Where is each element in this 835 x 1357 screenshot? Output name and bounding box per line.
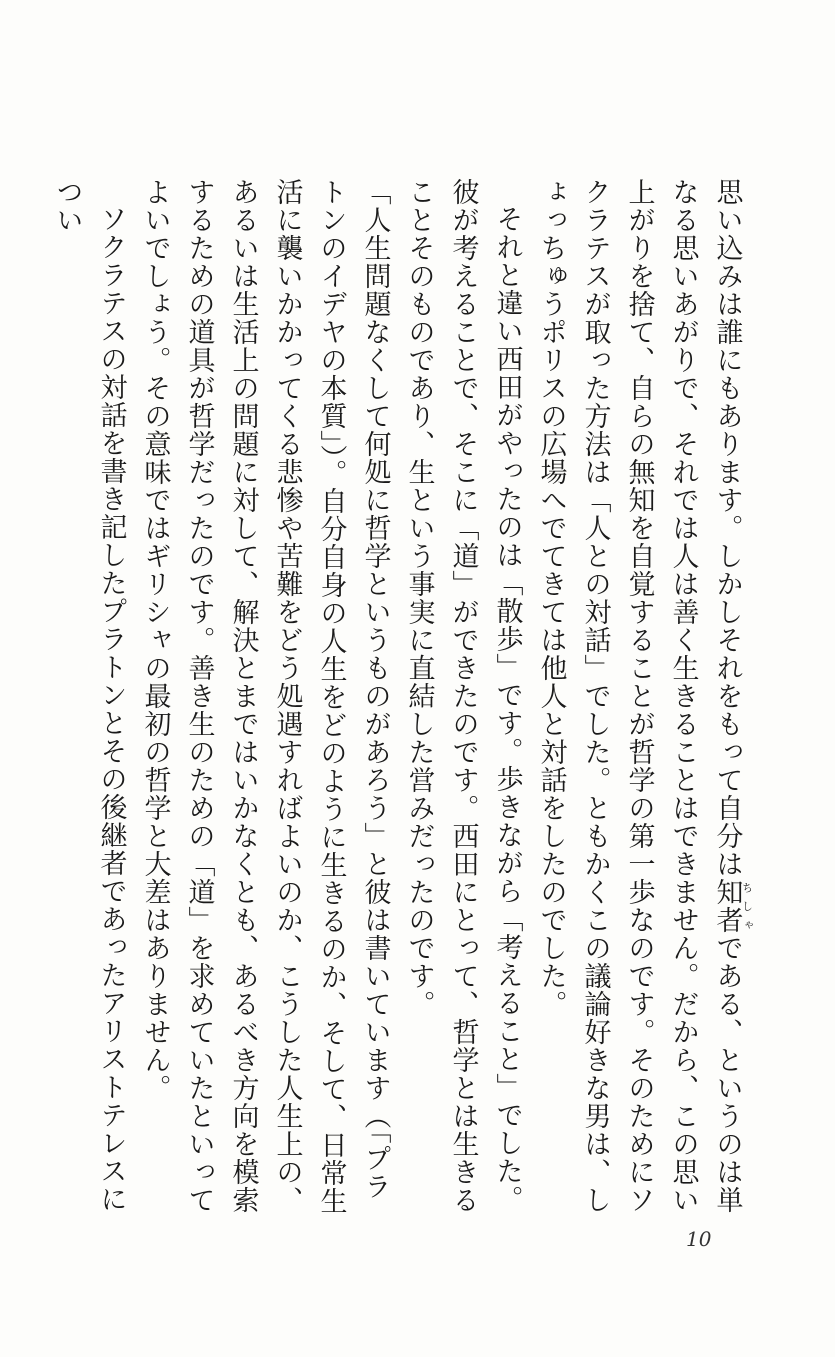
text-run: ソクラテスの対話を書き記したプラトンとその後継者であったアリストテレスについ [51, 178, 127, 1213]
text-run: 思い込みは誰にもあります。しかしそれをもって自分は [711, 178, 743, 878]
ruby-reading: ちしゃ [740, 878, 754, 934]
paragraph [133, 178, 397, 1228]
paragraph [45, 178, 133, 1228]
ruby-annotation [711, 878, 754, 934]
page-number: 10 [686, 1227, 712, 1251]
ruby-base: 知者 [711, 878, 743, 934]
vertical-text-body [51, 178, 754, 1228]
text-run: 「人生問題なくして何処に哲学というものがあろう」と彼は書いています（「プラトンのイデヤの本質」）。自分自身の人生をどのように生きるのか、そして、日常生活に襲いかかってくる悲惨や苦難をどう処遇すればよいのか、こうした人生上の、あるいは生活上の問題に対して、解決とまではいかなくとも、あるべき方向を模索するための道具が哲学だったのです。善き生のための「道」を求めていたといってよいでしょう。その意味ではギリシャの最初の哲学と大差はありません。 [139, 178, 391, 1215]
text-run: それと違い西田がやったのは「散歩」です。歩きながら「考えること」でした。彼が考えることで、そこに「道」ができたのです。西田にとって、哲学とは生きることそのものであり、生という事実に直結した営みだったのです。 [403, 178, 523, 1214]
paragraph [397, 178, 529, 1228]
paragraph [529, 178, 754, 1228]
text-run: である、というのは単なる思いあがりで、それでは人は善く生きることはできません。だから、この思い上がりを捨て、自らの無知を自覚することが哲学の第一歩なのです。そのためにソクラテスが取った方法は「人との対話」でした。ともかくこの議論好きな男は、しょっちゅうポリスの広場へでてきては他人と対話をしたのでした。 [535, 178, 743, 1214]
